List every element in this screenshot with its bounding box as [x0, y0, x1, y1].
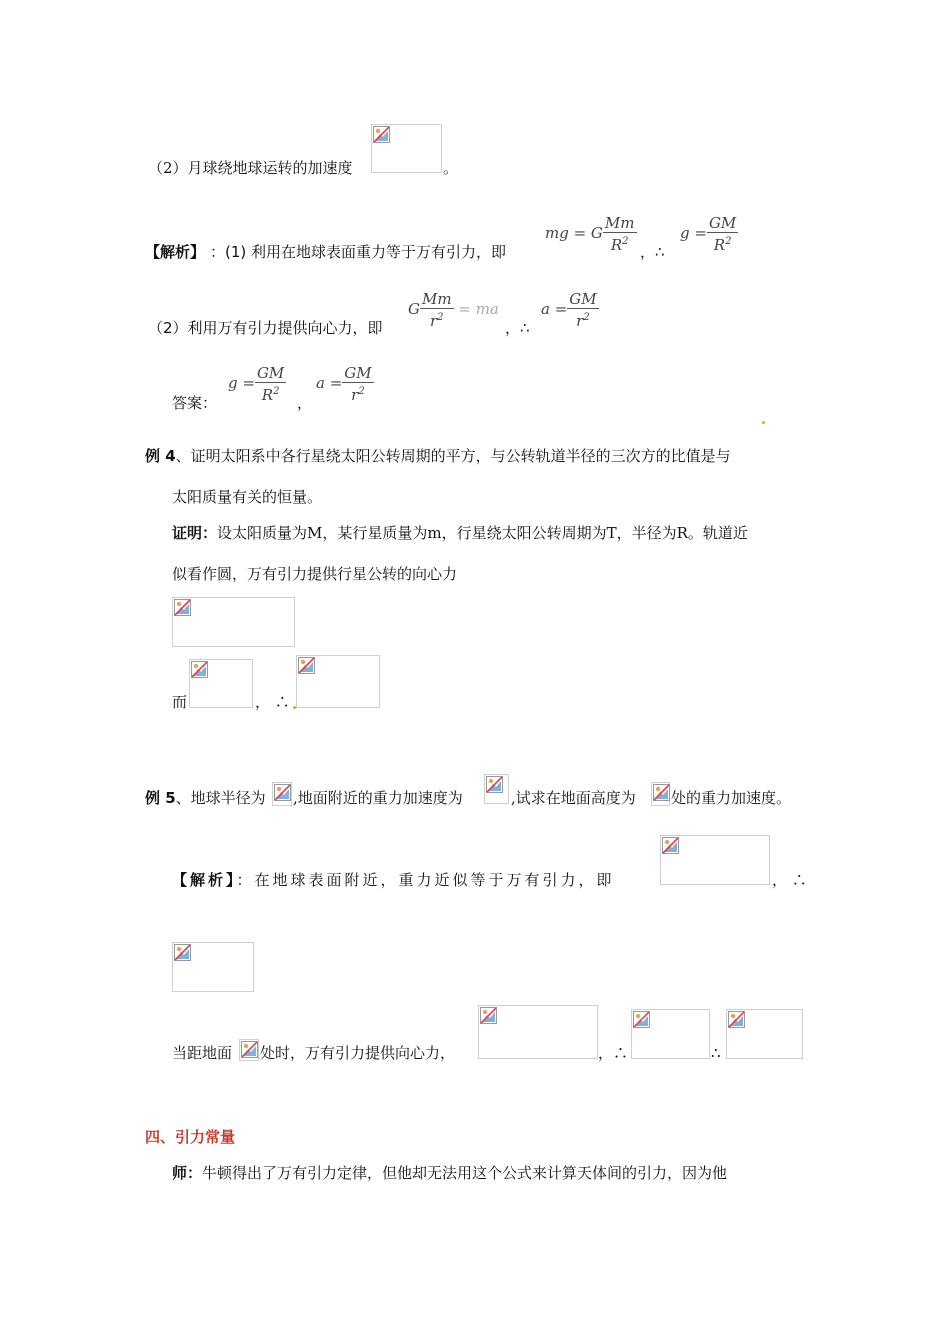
formula-denominator: R: [610, 236, 623, 254]
example-5-text: 处的重力加速度。: [671, 789, 792, 807]
formula-g: [680, 214, 738, 254]
formula-lhs: a =: [316, 374, 343, 392]
formula-image: [296, 655, 380, 708]
stray-mark: [762, 421, 765, 424]
formula-denominator: r: [430, 312, 438, 330]
formula-numerator: Mm: [604, 214, 635, 232]
formula-denominator: R: [261, 386, 274, 404]
broken-image-icon: [653, 784, 670, 801]
and-text: 而: [172, 693, 188, 711]
formula-numerator: GM: [344, 364, 372, 382]
formula-image: [631, 1009, 710, 1059]
formula-a: [541, 290, 599, 330]
formula-image: [272, 782, 292, 806]
formula-denominator: r: [576, 312, 584, 330]
analysis-1-text: ：(1) 利用在地球表面重力等于万有引力，即: [210, 243, 507, 261]
broken-image-icon: [191, 661, 208, 678]
formula-lhs: G: [408, 300, 420, 318]
formula-mg: [545, 214, 637, 254]
broken-image-icon: [298, 657, 315, 674]
formula-lhs: mg = G: [545, 224, 603, 242]
formula-lhs: a =: [541, 300, 568, 318]
teacher-text: 牛顿得出了万有引力定律，但他却无法用这个公式来计算天体间的引力，因为他: [202, 1164, 728, 1182]
proof-text: 设太阳质量为M，某行星质量为m，行星绕太阳公转周期为T，半径为R。轨道近: [217, 524, 748, 542]
example-5-label: 例 5: [145, 789, 176, 807]
therefore-text: ，∴: [505, 319, 530, 337]
formula-numerator: GM: [256, 364, 285, 382]
formula-image: [660, 835, 770, 885]
formula-lhs: g =: [228, 374, 255, 392]
example-4-label: 例 4: [145, 447, 176, 465]
punctuation: 。: [443, 159, 459, 177]
broken-image-icon: [274, 784, 291, 801]
broken-image-icon: [662, 837, 679, 854]
answer-formula-g: [228, 364, 286, 404]
example-5-text: 、地球半径为: [175, 789, 266, 807]
formula-image: [726, 1009, 803, 1059]
broken-image-icon: [633, 1011, 650, 1028]
analysis-5-label: 【解析】: [172, 871, 237, 889]
formula-image: [478, 1005, 598, 1059]
answer-formula-a: [316, 364, 374, 404]
therefore-text: ，∴: [598, 1044, 629, 1062]
formula-image: [189, 659, 253, 708]
broken-image-icon: [174, 599, 191, 616]
formula-numerator: GM: [708, 214, 737, 232]
analysis-2-text: （2）利用万有引力提供向心力，即: [148, 319, 383, 337]
broken-image-icon: [174, 944, 191, 961]
formula-rhs: = ma: [458, 300, 499, 318]
formula-numerator: GM: [569, 290, 597, 308]
broken-image-icon: [480, 1007, 497, 1024]
exponent: 2: [358, 386, 365, 397]
teacher-label: 师：: [172, 1164, 203, 1182]
example-4-text-cont: 太阳质量有关的恒量。: [172, 488, 323, 506]
stray-mark: [293, 706, 296, 709]
example-5-text: ,试求在地面高度为: [511, 789, 636, 807]
formula-gravity: [408, 290, 499, 330]
formula-denominator: R: [713, 236, 726, 254]
answer-label: 答案：: [172, 394, 218, 412]
formula-numerator: Mm: [421, 290, 452, 308]
formula-image: [484, 774, 509, 804]
formula-denominator: r: [351, 386, 359, 404]
distance-text: 处时，万有引力提供向心力，: [260, 1044, 456, 1062]
therefore-text: ∴: [711, 1044, 721, 1062]
formula-image: [371, 124, 442, 173]
broken-image-icon: [486, 776, 503, 793]
exponent: 2: [583, 312, 590, 323]
exponent: 2: [273, 386, 280, 397]
formula-image: [172, 942, 254, 992]
analysis-5-text: ：在地球表面附近，重力近似等于万有引力，即: [236, 871, 615, 889]
section-heading: 四、引力常量: [145, 1128, 236, 1146]
question-2-text: （2）月球绕地球运转的加速度: [148, 159, 353, 177]
punctuation: ，: [297, 394, 313, 412]
distance-text: 当距地面: [172, 1044, 233, 1062]
broken-image-icon: [241, 1041, 258, 1058]
therefore-text: ，∴: [640, 243, 665, 261]
formula-image: [172, 597, 295, 647]
therefore-text: ， ∴: [255, 693, 290, 711]
analysis-label: 【解析】: [145, 243, 206, 261]
exponent: 2: [437, 312, 444, 323]
proof-label: 证明：: [172, 524, 218, 542]
broken-image-icon: [728, 1011, 745, 1028]
example-4-text: 、证明太阳系中各行星绕太阳公转周期的平方，与公转轨道半径的三次方的比值是与: [175, 447, 731, 465]
formula-image: [239, 1039, 259, 1061]
formula-image: [651, 782, 670, 806]
formula-lhs: g =: [680, 224, 707, 242]
exponent: 2: [622, 236, 629, 247]
example-5-text: ,地面附近的重力加速度为: [293, 789, 463, 807]
proof-text-cont: 似看作圆，万有引力提供行星公转的向心力: [172, 565, 458, 583]
broken-image-icon: [373, 126, 390, 143]
therefore-text: ， ∴: [772, 871, 807, 889]
exponent: 2: [725, 236, 732, 247]
